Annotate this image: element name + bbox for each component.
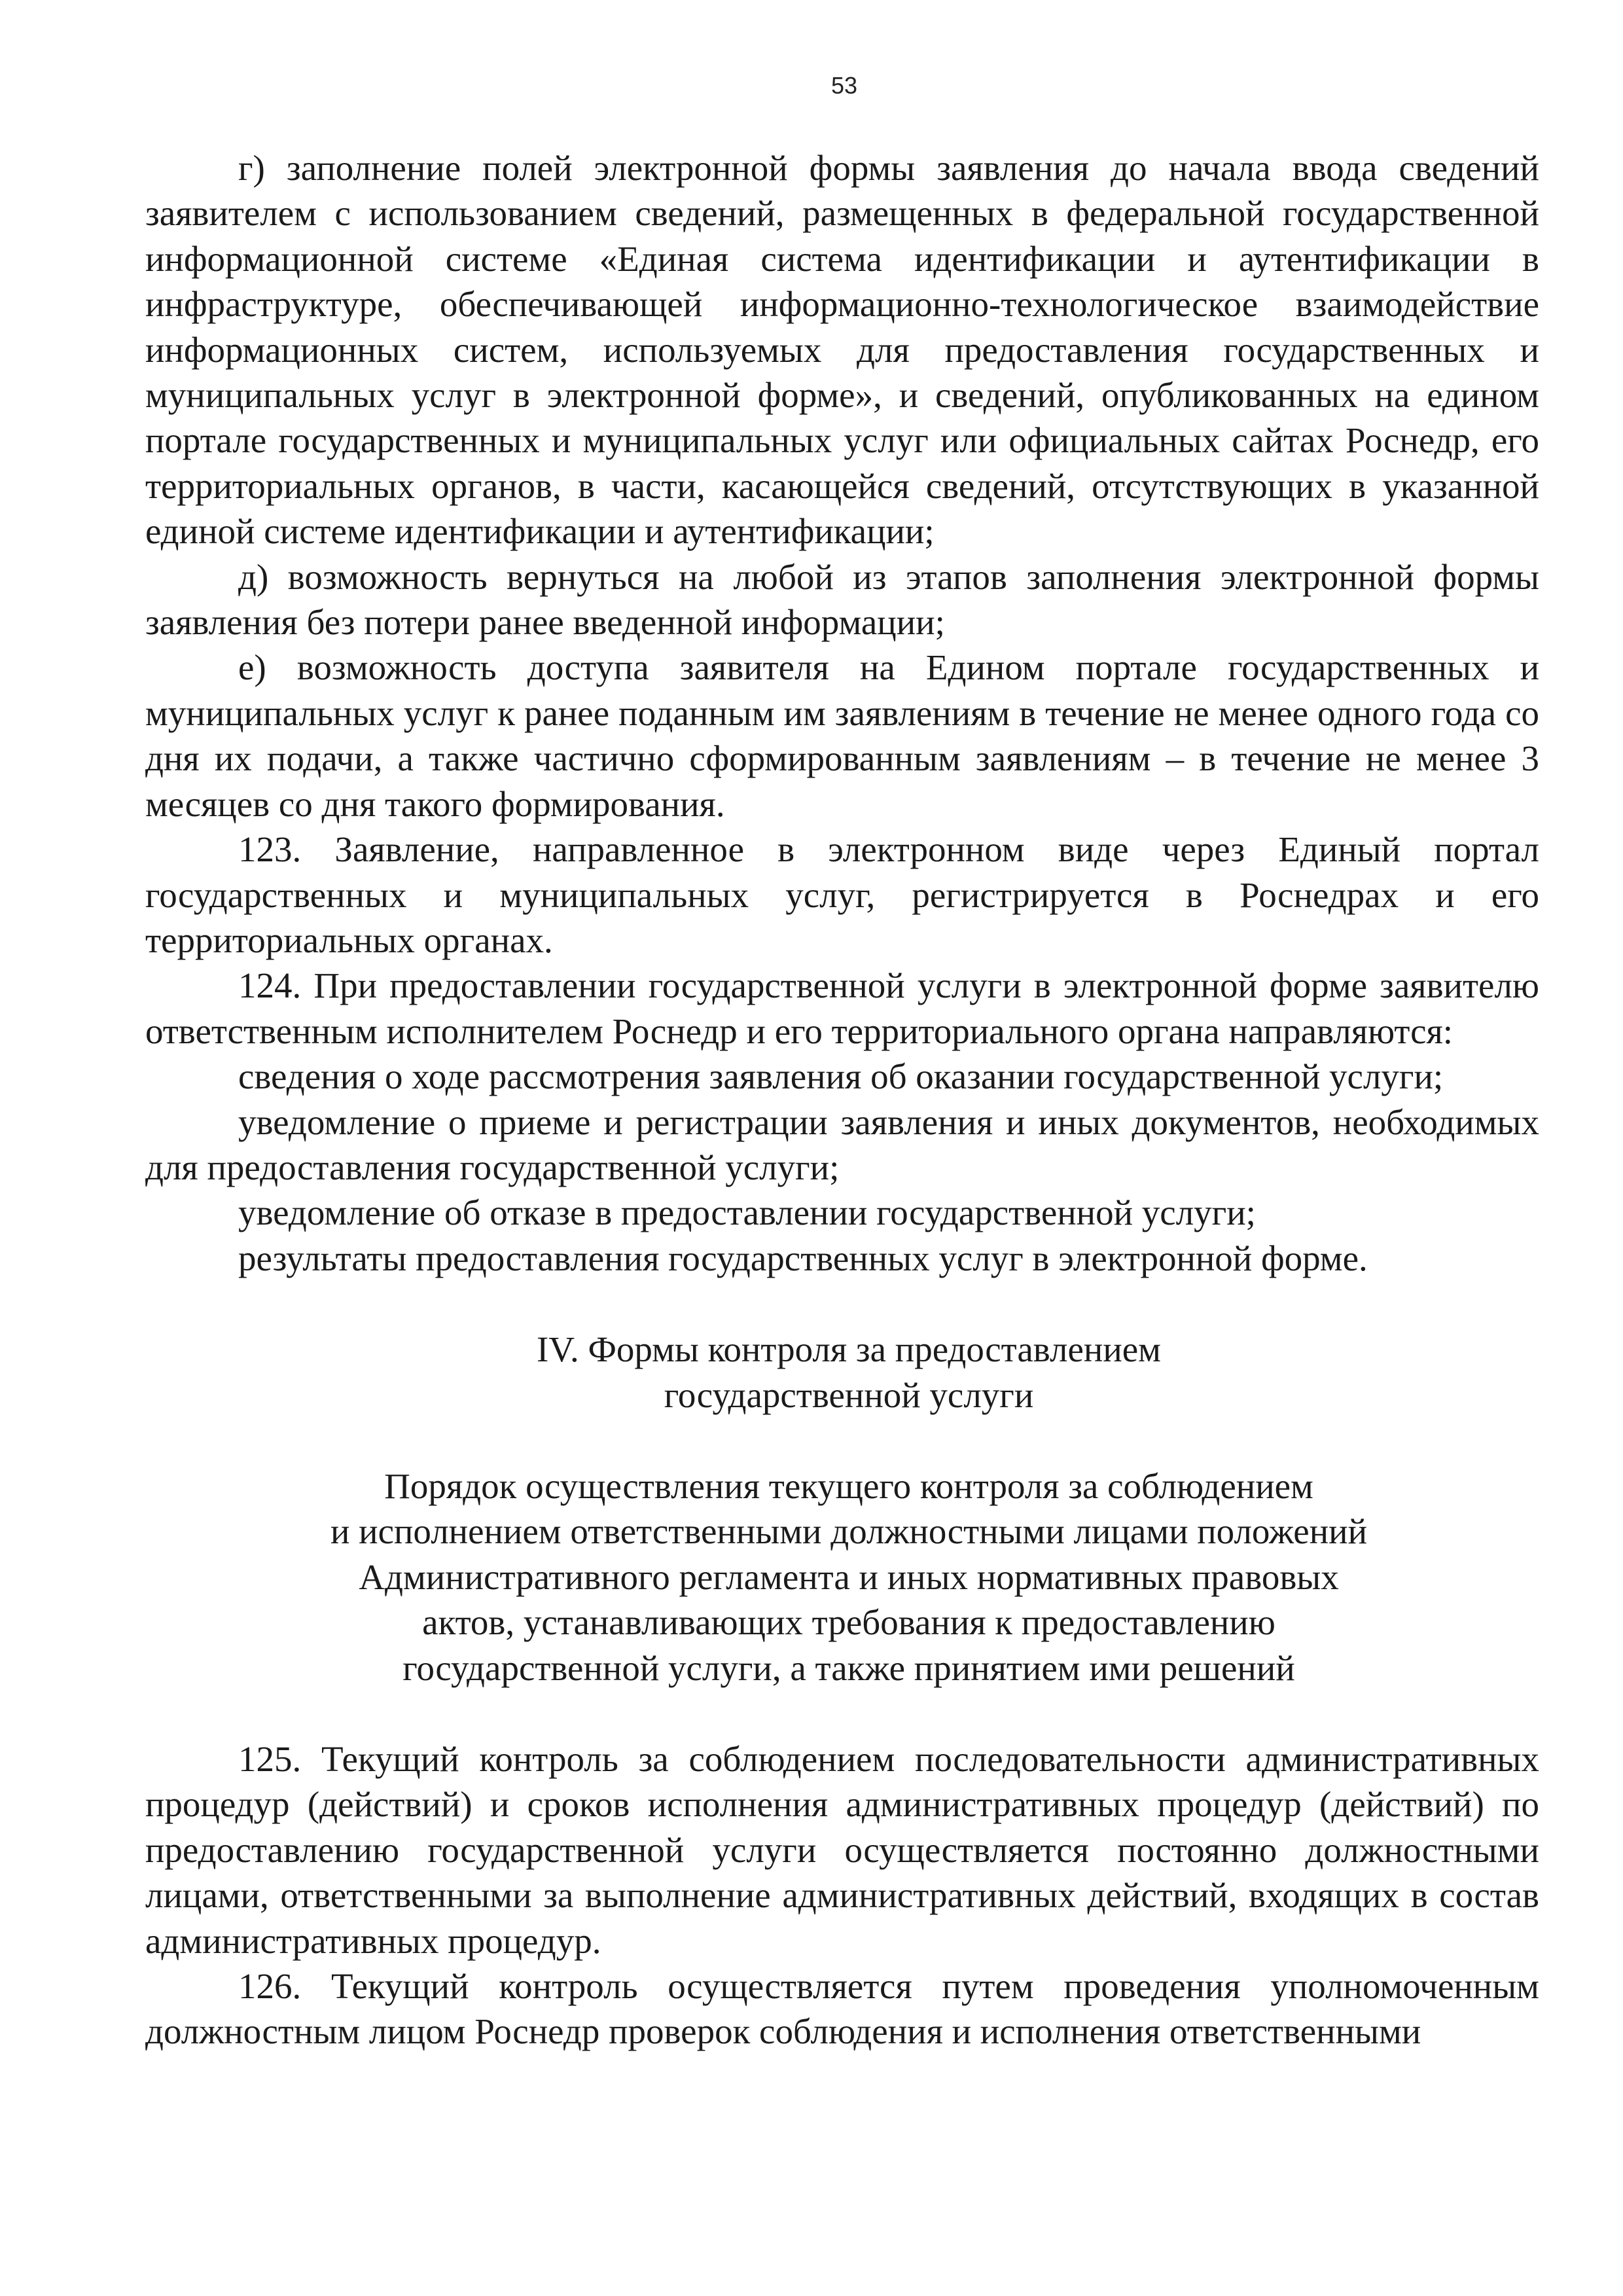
- document-body: [145, 145, 1539, 2054]
- subsection-heading: [145, 1463, 1539, 1691]
- page-number: 53: [830, 72, 858, 99]
- subsection-heading-line: Административного регламента и иных нормативных правовых: [359, 1556, 1339, 1597]
- paragraph-124-notice-refusal: уведомление об отказе в предоставлении государственной услуги;: [238, 1193, 1256, 1233]
- paragraph-124-notice-receipt: уведомление о приеме и регистрации заявления и иных документов, необходимых для предоставления государственной услуги;: [145, 1102, 1539, 1187]
- paragraph-item-g: г) заполнение полей электронной формы заявления до начала ввода сведений заявителем с использованием сведений, размещенных в федеральной государственной информационной системе «Единая система идентификации и аутентификации в инфраструктуре, обеспечивающей информационно-технологическое взаимодействие информационных систем, используемых для предоставления государственных и муниципальных услуг в электронной форме», и сведений, опубликованных на едином портале государственных и муниципальных услуг или официальных сайтах Роснедр, его территориальных органов, в части, касающейся сведений, отсутствующих в указанной единой системе идентификации и аутентификации;: [145, 148, 1539, 552]
- paragraph-124-results: результаты предоставления государственных услуг в электронной форме.: [238, 1238, 1368, 1278]
- subsection-heading-line: Порядок осуществления текущего контроля за соблюдением: [384, 1465, 1313, 1506]
- paragraph-126: 126. Текущий контроль осуществляется путем проведения уполномоченным должностным лицом Роснедр проверок соблюдения и исполнения ответственными: [145, 1966, 1539, 2052]
- paragraph-125: 125. Текущий контроль за соблюдением последовательности административных процедур (действий) и сроков исполнения административных процедур (действий) по предоставлению государственной услуги осуществляется постоянно должностными лицами, ответственными за выполнение административных действий, входящих в состав административных процедур.: [145, 1739, 1539, 1961]
- paragraph-123: 123. Заявление, направленное в электронном виде через Единый портал государственных и муниципальных услуг, регистрируется в Роснедрах и его территориальных органах.: [145, 829, 1539, 960]
- paragraph-item-d: д) возможность вернуться на любой из этапов заполнения электронной формы заявления без потери ранее введенной информации;: [145, 556, 1539, 643]
- subsection-heading-line: государственной услуги, а также принятием ими решений: [402, 1647, 1295, 1688]
- paragraph-item-e: е) возможность доступа заявителя на Едином портале государственных и муниципальных услуг к ранее поданным им заявлениям в течение не менее одного года со дня их подачи, а также частично сформированным заявлениям – в течение не менее 3 месяцев со дня такого формирования.: [145, 647, 1539, 824]
- section-heading: [145, 1327, 1539, 1418]
- paragraph-124-info: сведения о ходе рассмотрения заявления об оказании государственной услуги;: [238, 1056, 1444, 1097]
- subsection-heading-line: актов, устанавливающих требования к предоставлению: [422, 1602, 1275, 1643]
- section-heading-line: IV. Формы контроля за предоставлением: [537, 1329, 1161, 1370]
- subsection-heading-line: и исполнением ответственными должностными лицами положений: [330, 1511, 1368, 1552]
- paragraph-124: 124. При предоставлении государственной услуги в электронной форме заявителю ответственным исполнителем Роснедр и его территориального органа направляются:: [145, 965, 1539, 1051]
- section-heading-line: государственной услуги: [664, 1374, 1034, 1415]
